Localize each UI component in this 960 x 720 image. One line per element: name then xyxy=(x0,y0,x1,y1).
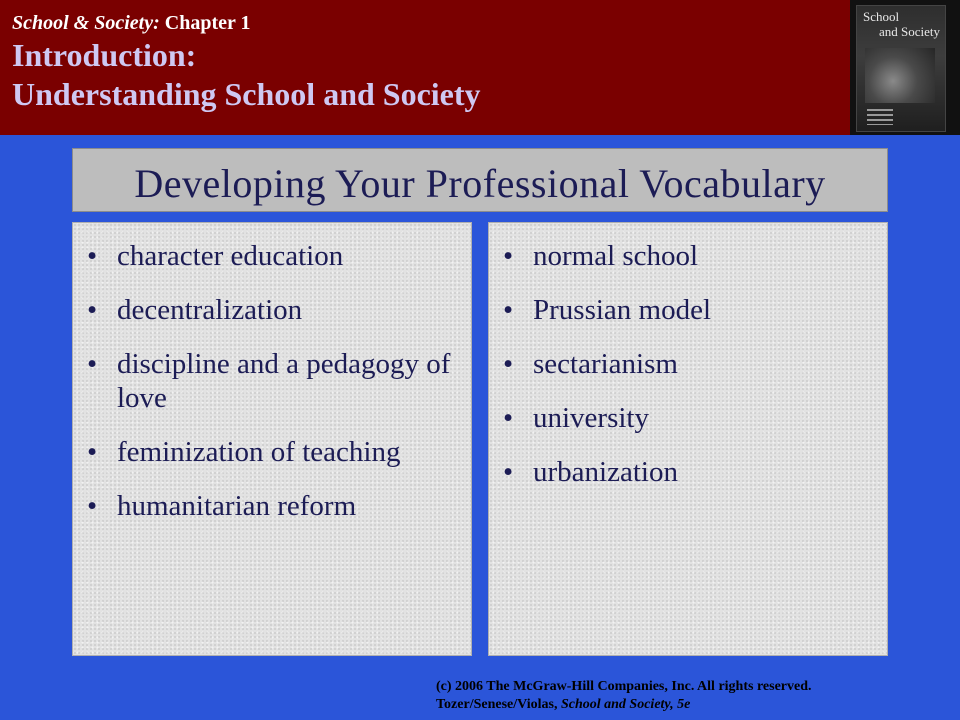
vocab-list-right xyxy=(489,223,887,489)
footer-book: School and Society, 5e xyxy=(560,697,691,712)
cover-photo xyxy=(865,48,935,103)
cover-author-lines xyxy=(867,109,893,125)
slide-header xyxy=(0,0,850,135)
list-item xyxy=(503,293,869,327)
vocab-term: normal school xyxy=(533,240,699,272)
banner-title: Developing Your Professional Vocabulary xyxy=(134,161,826,206)
bullet-icon: • xyxy=(503,348,514,380)
copyright-footer xyxy=(436,678,956,714)
bullet-icon: • xyxy=(503,240,514,272)
bullet-icon: • xyxy=(503,402,514,434)
book-cover xyxy=(856,5,946,132)
bullet-icon: • xyxy=(503,456,514,488)
vocab-term: discipline and a pedagogy of love xyxy=(117,348,451,414)
vocab-term: Prussian model xyxy=(533,294,712,326)
bullet-icon: • xyxy=(87,490,98,522)
title-line-1: Introduction: xyxy=(12,37,197,73)
bullet-icon: • xyxy=(503,294,514,326)
vocab-panel-left xyxy=(72,222,472,656)
vocab-term: decentralization xyxy=(117,294,303,326)
vocab-term: feminization of teaching xyxy=(117,436,401,468)
bullet-icon: • xyxy=(87,294,98,326)
list-item xyxy=(503,455,869,489)
author-line xyxy=(436,696,956,714)
book-title: School & Society: xyxy=(12,12,160,34)
list-item xyxy=(503,347,869,381)
list-item xyxy=(87,347,453,415)
bullet-icon: • xyxy=(87,436,98,468)
bullet-icon: • xyxy=(87,348,98,380)
cover-title-word2: and Society xyxy=(879,24,941,39)
copyright-line: (c) 2006 The McGraw-Hill Companies, Inc. All rights reserved. xyxy=(436,679,812,694)
vocab-panel-right xyxy=(488,222,888,656)
book-cover-image xyxy=(850,0,960,135)
vocab-term: university xyxy=(533,402,649,434)
vocab-term: character education xyxy=(117,240,344,272)
list-item xyxy=(87,293,453,327)
chapter-label: Chapter 1 xyxy=(164,12,251,34)
vocab-term: humanitarian reform xyxy=(117,490,357,522)
list-item xyxy=(87,489,453,523)
bullet-icon: • xyxy=(87,240,98,272)
cover-title-word1: School xyxy=(863,9,900,24)
vocab-list-left xyxy=(73,223,471,523)
list-item xyxy=(503,401,869,435)
vocab-term: urbanization xyxy=(533,456,678,488)
vocab-term: sectarianism xyxy=(533,348,678,380)
chapter-line xyxy=(12,10,838,36)
list-item xyxy=(503,239,869,273)
title-line-2: Understanding School and Society xyxy=(12,76,481,112)
list-item xyxy=(87,239,453,273)
vocabulary-banner xyxy=(72,148,888,212)
footer-authors: Tozer/Senese/Violas, xyxy=(436,697,561,712)
list-item xyxy=(87,435,453,469)
